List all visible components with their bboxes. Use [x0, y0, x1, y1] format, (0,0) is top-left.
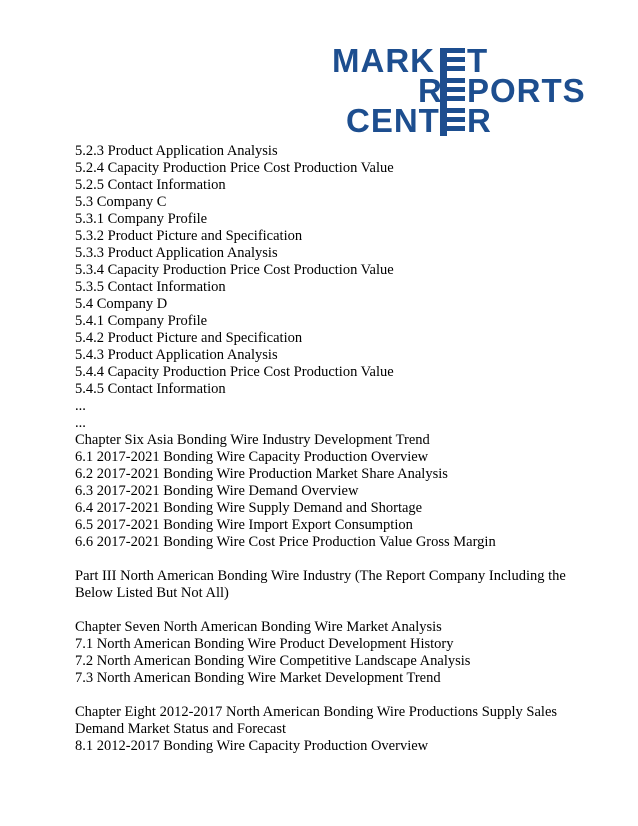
- svg-text:MARK: MARK: [332, 42, 435, 79]
- toc-line: 7.3 North American Bonding Wire Market Development Trend: [75, 670, 441, 686]
- chapter-eight-heading: Chapter Eight 2012-2017 North American Bonding Wire Productions Supply Sales Demand Market Status and Forecast: [75, 704, 558, 737]
- toc-line: 6.4 2017-2021 Bonding Wire Supply Demand and Shortage: [75, 500, 423, 516]
- part3-heading: Part III North American Bonding Wire Industry (The Report Company Including the Below Listed But Not All): [75, 568, 566, 601]
- chapter-seven-section: [75, 619, 575, 687]
- toc-line: 5.4 Company D: [75, 296, 168, 312]
- spacer: [75, 687, 575, 704]
- toc-section-companies: [75, 143, 575, 551]
- toc-line: 5.4.5 Contact Information: [75, 381, 226, 397]
- svg-text:R: R: [418, 72, 442, 109]
- toc-line: 5.4.3 Product Application Analysis: [75, 347, 278, 363]
- toc-line: 6.5 2017-2021 Bonding Wire Import Export Consumption: [75, 517, 413, 533]
- toc-line: 5.2.4 Capacity Production Price Cost Production Value: [75, 160, 394, 176]
- spacer: [75, 551, 575, 568]
- toc-line: 7.2 North American Bonding Wire Competitive Landscape Analysis: [75, 653, 471, 669]
- toc-line: 5.3.5 Contact Information: [75, 279, 226, 295]
- toc-line: Chapter Six Asia Bonding Wire Industry Development Trend: [75, 432, 430, 448]
- toc-line: ...: [75, 398, 86, 414]
- toc-line: ...: [75, 415, 86, 431]
- toc-line: 5.4.2 Product Picture and Specification: [75, 330, 303, 346]
- document-body: [75, 143, 575, 755]
- toc-line: 6.3 2017-2021 Bonding Wire Demand Overview: [75, 483, 359, 499]
- svg-text:PORTS: PORTS: [467, 72, 586, 109]
- svg-text:T: T: [467, 42, 488, 79]
- spacer: [75, 602, 575, 619]
- toc-line: 5.4.4 Capacity Production Price Cost Production Value: [75, 364, 394, 380]
- svg-text:CENT: CENT: [346, 102, 440, 139]
- toc-line: 6.1 2017-2021 Bonding Wire Capacity Production Overview: [75, 449, 429, 465]
- toc-line: 5.3.3 Product Application Analysis: [75, 245, 278, 261]
- svg-text:R: R: [467, 102, 491, 139]
- toc-line: 5.2.3 Product Application Analysis: [75, 143, 278, 159]
- toc-line: 5.4.1 Company Profile: [75, 313, 208, 329]
- toc-line: 7.1 North American Bonding Wire Product Development History: [75, 636, 454, 652]
- toc-line: 6.6 2017-2021 Bonding Wire Cost Price Production Value Gross Margin: [75, 534, 496, 550]
- toc-line: 6.2 2017-2021 Bonding Wire Production Market Share Analysis: [75, 466, 448, 482]
- chapter-eight-section: [75, 738, 575, 755]
- toc-line: 5.3.4 Capacity Production Price Cost Production Value: [75, 262, 394, 278]
- toc-line: 8.1 2012-2017 Bonding Wire Capacity Production Overview: [75, 738, 429, 754]
- toc-line: Chapter Seven North American Bonding Wire Market Analysis: [75, 619, 442, 635]
- market-reports-center-logo: [330, 42, 586, 139]
- toc-line: 5.2.5 Contact Information: [75, 177, 226, 193]
- toc-line: 5.3.2 Product Picture and Specification: [75, 228, 303, 244]
- toc-line: 5.3 Company C: [75, 194, 167, 210]
- toc-line: 5.3.1 Company Profile: [75, 211, 208, 227]
